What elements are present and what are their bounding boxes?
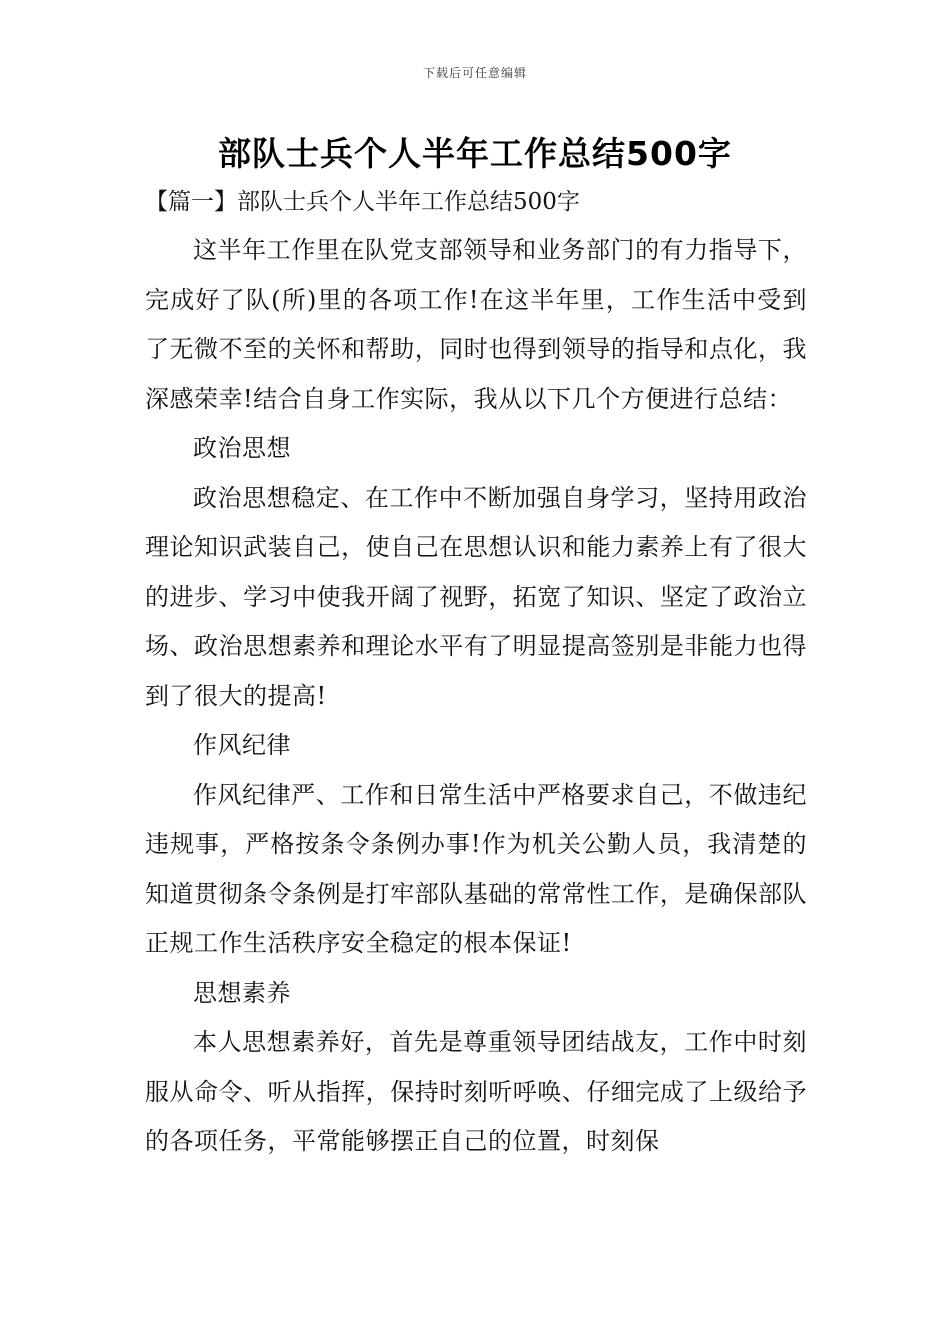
header-note: 下载后可任意编辑: [422, 66, 527, 80]
section-heading-discipline: 作风纪律: [193, 731, 291, 759]
document-subtitle: 【篇一】部队士兵个人半年工作总结500字: [145, 189, 580, 215]
section-heading-politics: 政治思想: [193, 434, 291, 462]
section-paragraph-discipline: 作风纪律严、工作和日常生活中严格要求自己，不做违纪违规事，严格按条令条例办事!作为机关公勤人员，我清楚的知道贯彻条令条例是打牢部队基础的常常性工作，是确保部队正规工作生活秩序安全稳定的根本保证!: [145, 780, 807, 957]
document-title: 部队士兵个人半年工作总结500字: [218, 134, 732, 173]
document-body: [145, 226, 807, 1167]
section-paragraph-quality: 本人思想素养好，首先是尊重领导团结战友，工作中时刻服从命令、听从指挥，保持时刻听呼唤、仔细完成了上级给予的各项任务，平常能够摆正自己的位置，时刻保: [145, 1028, 807, 1155]
section-paragraph-politics: 政治思想稳定、在工作中不断加强自身学习，坚持用政治理论知识武装自己，使自己在思想认识和能力素养上有了很大的进步、学习中使我开阔了视野，拓宽了知识、坚定了政治立场、政治思想素养和理论水平有了明显提高签别是非能力也得到了很大的提高!: [145, 483, 807, 710]
section-heading-quality: 思想素养: [193, 978, 291, 1007]
intro-paragraph: 这半年工作里在队党支部领导和业务部门的有力指导下，完成好了队(所)里的各项工作!在这半年里，工作生活中受到了无微不至的关怀和帮助，同时也得到领导的指导和点化，我深感荣幸!结合自身工作实际，我从以下几个方便进行总结：: [145, 236, 807, 413]
